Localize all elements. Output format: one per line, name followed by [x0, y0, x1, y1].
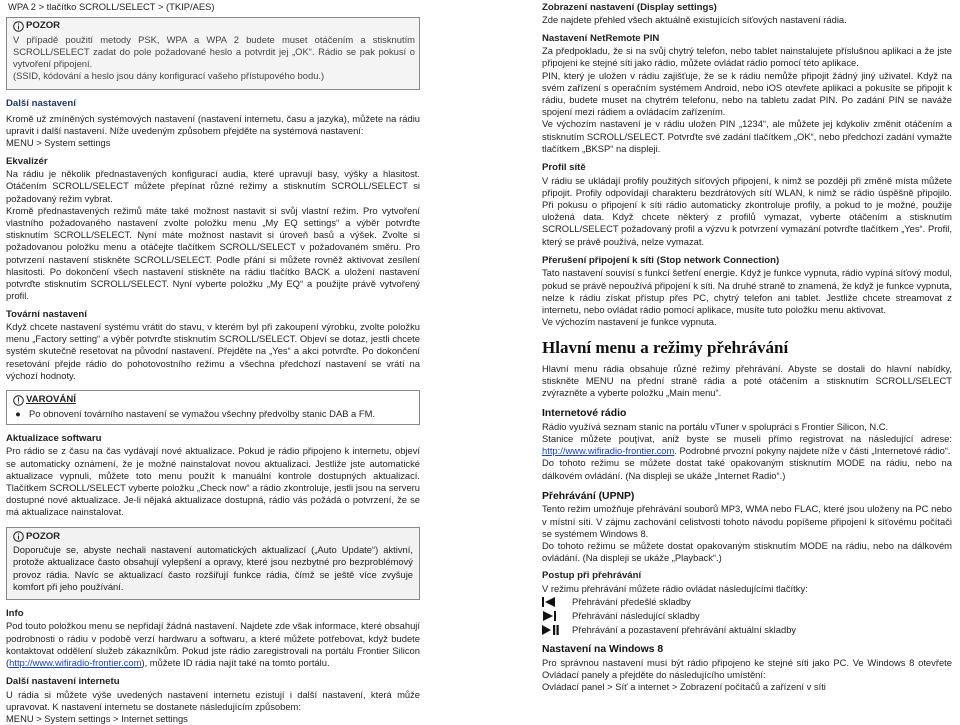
note-line-2: (SSID, kódování a heslo jsou dány konfigurací vašeho přístupového bodu.) [13, 70, 325, 82]
ekv-p1: Na rádiu je několik přednastavených konfigurací audia, které upravují basy, výšky a hlasitost. Otáčením SCROLL/SELECT můžete přepínat různé režimy a stisknutím SCROLL/SELECT si požadovaný režim vybrat. [6, 168, 420, 204]
section-title-disp: Zobrazení nastavení (Display settings) [542, 2, 717, 13]
upnp-text2: Do tohoto režimu se můžete dostat opakovaným stisknutím MODE na rádiu, nebo na dálkovém ovládání. (Na displeji se ukáže „Playback“.) [542, 540, 952, 564]
frontier-link[interactable]: http://www.wifiradio-frontier.com [9, 657, 142, 669]
heading-hlavni: Hlavní menu a režimy přehrávání [542, 338, 789, 358]
post-intro: V režimu přehrávání můžete rádio ovládat následujícími tlačítky: [542, 582, 808, 594]
upnp-text: Tento režim umožňuje přehrávání souborů MP3, WMA nebo FLAC, které jsou uloženy na PC nebo v místní síti. V zájmu zachování celistvosti tohoto návodu popíšeme připojení k síťovému počítači se systémem Windows 8. [542, 503, 952, 539]
section-title-prer: Přerušení připojení k síti (Stop network Connection) [542, 254, 780, 266]
hlavni-text: Hlavní menu rádia obsahuje různé režimy přehrávání. Abyste se dostali do hlavní nabídky, stiskněte MENU na přední straně rádia a poté otáčením a stisknutím SCROLL/SELECT zvýrazněte a vyberte položku „Main menu“. [542, 362, 952, 398]
info-icon [13, 21, 24, 32]
akt-text: Pro rádio se z času na čas vydávají nové aktualizace. Pokud je rádio připojeno k internetu, objeví se automaticky oznámení, že je možné nainstalovat novou aktualizaci. Jestliže jste automatické aktualizace vypnuli, můžete toto menu použít k manuální kontrole dostupných aktualizací. Tlačítkem SCROLL/SELECT vyberte položku „Check now“ a rádio zkontroluje, jestli jsou na serveru dostupné nové aktualizace. Je-li nějaká aktualizace dostupná, rádio vás požádá o potvrzení, že se má aktualizace nainstalovat. [6, 445, 420, 518]
warning-header [13, 394, 413, 406]
next-track-icon [542, 611, 556, 621]
previous-track-icon [542, 597, 556, 607]
section-title-tov: Tovární nastavení [6, 308, 87, 320]
wpa2-path: WPA 2 > tlačítko SCROLL/SELECT > (TKIP/AES) [8, 1, 215, 12]
note-header [13, 20, 415, 32]
command-text: Přehrávání předešlé skladby [572, 596, 691, 608]
dalsi-path: MENU > System settings [6, 137, 111, 149]
note2-title: POZOR [26, 530, 61, 542]
prer-last: Ve výchozím nastavení je funkce vypnuta. [542, 316, 717, 328]
nr-p2: PIN, který je uložen v rádiu zajišťuje, že se k rádiu nemůže připojit žádný jiný uživatel. Když na svém zařízení s operačním systémem Android, nebo iOS otevřete aplikaci a pokusíte se připojit k rádiu, budete muset na chytrém telefonu, nebo na tabletu zadat PIN. Po zadání PIN se naváže spojení mezi rádiem a ovládacím zařízením. [542, 69, 952, 118]
inet-text: U rádia si můžete výše uvedených nastavení internetu ezistují i další nastavení, která může upravovat. K nastavení internetu se dostanete následujícím způsobem: [6, 688, 420, 712]
section-title-postup: Postup při přehrávání [542, 570, 642, 582]
left-column [6, 0, 420, 725]
warning-icon [13, 395, 24, 406]
command-text: Přehrávání následující skladby [572, 610, 700, 622]
nr-p3: Ve výchozím nastavení je v rádiu uložen PIN „1234“, ale můžete jej kdykoliv změnit otáčením a stisknutím SCROLL/SELECT. Potvrďte své zadání tlačítkem „OK“, nebo předchozí zadání vymažte tlačítkem „BKSP“ na displeji. [542, 118, 952, 154]
win-text: Pro správnou nastavení musí být rádio připojeno ke stejné síti jako PC. Ve Windows 8 otevřete Ovládací panely a přejděte do následujícího umístění: [542, 656, 952, 680]
command-text: Přehrávání a pozastavení přehrávání aktuální skladby [572, 624, 797, 636]
info-icon [13, 531, 24, 542]
dalsi-text: Kromě už zmíněných systémových nastavení (nastavení internetu, času a jazyka), můžete na rádiu upravit i další nastavení. Níže uvedeným způsobem přejděte na systémová nastavení: [6, 113, 420, 137]
irad-p2a: Stanice můžete pouţívat, aniž byste se museli přímo registrovat na následující adrese: [542, 432, 952, 444]
info-text-a: Pod touto položkou menu se nepřidají žádná nastavení. Najdete zde však informace, které obsahují podrobnosti o rádiu v podobě verzí hardwaru a softwaru, a které můžete potřebovat, když budete kontaktovat oddělení služeb zákazníkům. Pokud jste rádio zaregistrovali na portálu Frontier Silicon ( [6, 620, 420, 669]
note-line-1: V případě použití metody PSK, WPA a WPA 2 budete muset otáčením a stisknutím SCROLL/SELECT zadat do pole požadované heslo a potvrdit jej „OK“. Rádio se pak pokusí o vytvoření připojení. [13, 33, 415, 70]
section-title-inet: Další nastavení internetu [6, 676, 120, 688]
warning-box [6, 390, 420, 425]
warning-text: Po obnovení továrního nastavení se vymažou všechny předvolby stanic DAB a FM. [29, 407, 376, 419]
command-row-playpause [542, 623, 952, 637]
warning-item [13, 408, 413, 420]
info-text-b: ), můžete ID rádia najít také na tomto portálu. [141, 657, 330, 669]
note2-text: Doporučuje se, abyste nechali nastavení automatických aktualizací („Auto Update“) aktivní, protože aktualizace často obsahují vylepšení a opravy, které jsou nezbytné pro bezproblémový provoz rádia. Navíc se aktualizací často rozšiřují funkce rádia, čímž se ještě více zvyšuje komfort při jeho používání. [13, 544, 413, 592]
section-title-upnp: Přehrávání (UPNP) [542, 490, 635, 502]
inet-path: MENU > System settings > Internet settings [6, 713, 188, 725]
wifiradio-link[interactable]: http://www.wifiradio-frontier.com [542, 445, 675, 457]
win-path: Ovládací panel > Síť a internet > Zobrazení počítačů a zařízení v síti [542, 681, 826, 693]
section-title-win8: Nastavení na Windows 8 [542, 644, 664, 656]
prer-text: Tato nastavení souvisí s funkcí šetření energie. Když je funkce vypnuta, rádio vypíná síťový modul, pokud se právě nepoužívá připojení k síti. Na druhé straně to znamená, že když je funkce vypnuta, nelze k rádiu získat přístup přes PC, chytrý telefon ani tablet. Jestliže chcete streamovat z internetu, nebo ovládat rádio pomocí aplikace, musíte tuto položku menu aktivovat. [542, 267, 952, 316]
ekv-p2: Kromě přednastavených režimů máte také možnost nastavit si svůj vlastní režim. Pro vytvoření vlastního požadovaného nastavení zvolte položku menu „My EQ settings“ a výběr potvrďte stisknutím SCROLL/SELECT. Nyní máte možnost nastavit si úroveň basů a výšek. Zvolte si požadovanou položku menu a otáčejte tlačítkem SCROLL/SELECT v požadovaném směru. Pro potvrzení nastavení stiskněte SCROLL/SELECT. Podle přání si můžete rovněž aktivovat zesílení hlasitosti. Po dokončení všech nastavení stiskněte na rádiu tlačítko BACK a uložení nastavení potvrďte stisknutím SCROLL/SELECT. Nyní vyberte položku „My EQ“ a použijte právě vytvořený profil. [6, 204, 420, 302]
info-text [6, 620, 420, 669]
note2-header [13, 531, 413, 543]
irad-p3: Do tohoto režimu se můžete dostat také opakovaným stisknutím MODE na rádiu, nebo na dálkovém ovládání. (Na displeji se ukáže „Internet Radio“.) [542, 457, 952, 481]
bullet-icon: ● [15, 407, 21, 419]
section-title-profil: Profil sítě [542, 162, 586, 174]
disp-text: Zde najdete přehled všech aktuálně existujících síťových nastavení rádia. [542, 14, 847, 26]
pro-text: V rádiu se ukládají profily použitých síťových připojení, k nimž se později při změně místa můžete připojit. Profily odpovídají charakteru bezdrátových sítí WLAN, k nimž se rádio úspěšně připojilo. Při pokusu o připojení k síti rádio automaticky zkontroluje profily, a pokud to je možné, použije uložená data. Když chcete některý z profilů vymazat, vyberte otáčením a stisknutím SCROLL/SELECT požadovaný profil a výzvu k potvrzení vymazání potvrďte tlačítkem „Yes“. Profil, který se právě používá, nelze vymazat. [542, 174, 952, 247]
warning-title: VAROVÁNÍ [26, 394, 76, 406]
right-column [542, 0, 952, 693]
command-row-next [542, 609, 952, 623]
irad-p1: Rádio využívá seznam stanic na portálu vTuner v spolupráci s Frontier Silicon, N.C. [542, 420, 889, 432]
section-title-info: Info [6, 607, 24, 619]
note-box-1 [6, 17, 420, 89]
irad-p2 [542, 433, 952, 457]
note-title: POZOR [26, 20, 61, 32]
irad-p2b: . Podrobné prvozní pokyny najdete níže v části „Internetové rádio“. [674, 445, 951, 457]
section-title-akt: Aktualizace softwaru [6, 432, 102, 444]
command-row-previous [542, 595, 952, 609]
note-box-2 [6, 527, 420, 600]
section-title-dalsi: Další nastavení [6, 97, 76, 109]
tov-text: Když chcete nastavení systému vrátit do stavu, v kterém byl při zakoupení výrobku, zvolte položku menu „Factory setting“ a výběr potvrďte stisknutím SCROLL/SELECT. Objeví se dotaz, jestli chcete systém skutečně resetovat na původní nastavení. Přejděte na „Yes“ a akci potvrďte. Po dokončení resetování přejde rádio do pohotovostního režimu a všechna předchozí nastavení se vrátí na výchozí hodnoty. [6, 321, 420, 381]
section-title-netremote: Nastavení NetRemote PIN [542, 32, 660, 44]
section-title-ekv: Ekvalizér [6, 155, 48, 167]
nr-p1: Za předpokladu, že si na svůj chytrý telefon, nebo tablet nainstalujete příslušnou aplikaci a že jste připojeni ke stejné síti jako rádio, můžete ovládat rádio pomocí této aplikace. [542, 45, 952, 69]
section-title-irad: Internetové rádio [542, 408, 627, 420]
